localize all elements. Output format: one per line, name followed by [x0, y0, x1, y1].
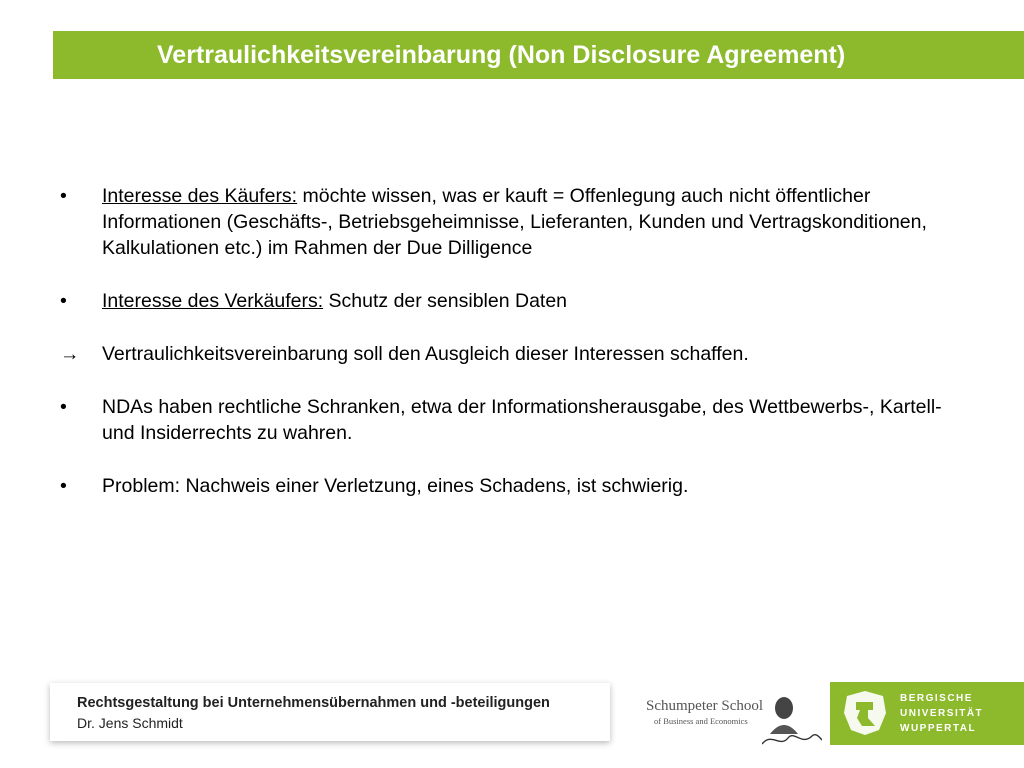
author-name: Dr. Jens Schmidt	[77, 715, 183, 731]
bullet-text: Problem: Nachweis einer Verletzung, eines Schadens, ist schwierig.	[102, 475, 689, 497]
list-item	[60, 341, 960, 367]
bullet-marker: •	[60, 475, 67, 497]
bullet-text	[102, 288, 942, 314]
bullet-list	[60, 183, 960, 526]
bullet-text: Vertraulichkeitsvereinbarung soll den Ausgleich dieser Interessen schaffen.	[102, 343, 749, 365]
bullet-text: NDAs haben rechtliche Schranken, etwa der Informationsherausgabe, des Wettbewerbs-, Kartell- und Insiderrechts zu wahren.	[102, 396, 942, 444]
bullet-body: Schutz der sensiblen Daten	[323, 290, 568, 312]
university-name	[900, 691, 983, 736]
schumpeter-logo	[646, 694, 826, 754]
footer-box	[50, 683, 610, 741]
title-bar	[53, 31, 1024, 79]
university-line-1: BERGISCHE	[900, 693, 973, 704]
arrow-icon: →	[60, 343, 80, 365]
list-item	[60, 394, 960, 446]
schumpeter-subtitle: of Business and Economics	[654, 716, 748, 726]
bullet-marker: •	[60, 396, 67, 418]
bullet-body: möchte wissen, was er kauft = Offenlegung auch nicht öffentlicher Informationen (Geschäfts-, Betriebsgeheimnisse, Lieferanten, Kunden und Vertragskonditionen, Kalkulationen etc.) im Rahmen der Due Dilligence	[102, 185, 927, 259]
schumpeter-name: Schumpeter School	[646, 698, 764, 714]
bullet-heading: Interesse des Käufers:	[102, 185, 298, 207]
portrait-icon	[762, 694, 822, 750]
list-item	[60, 473, 960, 499]
university-logo	[830, 682, 1024, 745]
list-item	[60, 288, 960, 314]
bullet-marker: •	[60, 290, 67, 312]
course-title: Rechtsgestaltung bei Unternehmensübernahmen und -beteiligungen	[77, 695, 550, 711]
university-line-2: UNIVERSITÄT	[900, 708, 984, 719]
bullet-text	[102, 183, 942, 261]
lion-icon	[840, 688, 890, 738]
slide-title: Vertraulichkeitsvereinbarung (Non Disclosure Agreement)	[157, 41, 846, 69]
bullet-heading: Interesse des Verkäufers:	[102, 290, 324, 312]
list-item	[60, 183, 960, 261]
university-line-3: WUPPERTAL	[900, 723, 977, 734]
bullet-marker: •	[60, 185, 67, 207]
